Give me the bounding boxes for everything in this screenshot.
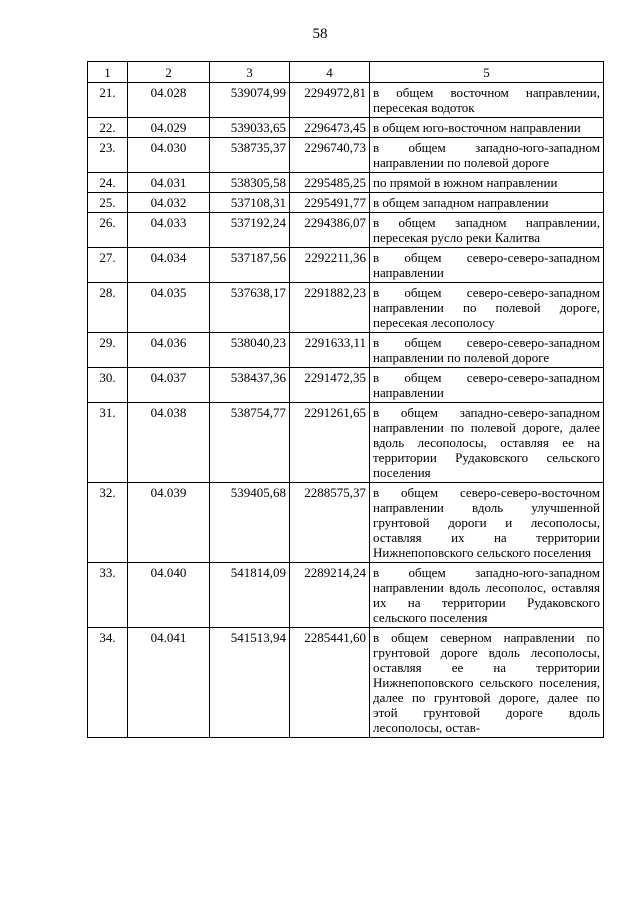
row-number-cell: 33.	[88, 563, 128, 628]
table-row	[88, 248, 604, 283]
row-number-cell: 28.	[88, 283, 128, 333]
point-code-cell: 04.034	[128, 248, 210, 283]
point-code-cell: 04.041	[128, 628, 210, 738]
table-row	[88, 403, 604, 483]
point-code-cell: 04.037	[128, 368, 210, 403]
description-cell: в общем западном направлении	[370, 193, 604, 213]
coordinate-y-cell: 2296740,73	[290, 138, 370, 173]
point-code-cell: 04.030	[128, 138, 210, 173]
coordinate-y-cell: 2294972,81	[290, 83, 370, 118]
row-number-cell: 34.	[88, 628, 128, 738]
coordinate-x-cell: 537192,24	[210, 213, 290, 248]
description-cell: в общем северо-северо-западном направлении	[370, 248, 604, 283]
coordinate-y-cell: 2291472,35	[290, 368, 370, 403]
coordinate-x-cell: 537638,17	[210, 283, 290, 333]
coordinate-y-cell: 2296473,45	[290, 118, 370, 138]
description-cell: в общем северо-северо-западном направлении по полевой дороге, пересекая лесополосу	[370, 283, 604, 333]
table-row	[88, 213, 604, 248]
coordinate-x-cell: 537108,31	[210, 193, 290, 213]
row-number-cell: 25.	[88, 193, 128, 213]
coordinate-y-cell: 2289214,24	[290, 563, 370, 628]
point-code-cell: 04.039	[128, 483, 210, 563]
table-row	[88, 83, 604, 118]
row-number-cell: 32.	[88, 483, 128, 563]
description-cell: в общем северном направлении по грунтовой дороге вдоль лесополосы, оставляя ее на территории Нижнепоповского сельского поселения, далее по грунтовой дороге, далее по этой грунтовой дороге вдоль лесополосы, остав-	[370, 628, 604, 738]
table-header-row	[88, 62, 604, 83]
table-row	[88, 628, 604, 738]
coordinate-x-cell: 541814,09	[210, 563, 290, 628]
boundary-table	[87, 61, 604, 738]
row-number-cell: 27.	[88, 248, 128, 283]
coordinate-x-cell: 539405,68	[210, 483, 290, 563]
row-number-cell: 26.	[88, 213, 128, 248]
row-number-cell: 21.	[88, 83, 128, 118]
point-code-cell: 04.038	[128, 403, 210, 483]
description-cell: в общем восточном направлении, пересекая водоток	[370, 83, 604, 118]
column-header-2: 2	[128, 62, 210, 83]
point-code-cell: 04.029	[128, 118, 210, 138]
coordinate-y-cell: 2295491,77	[290, 193, 370, 213]
point-code-cell: 04.032	[128, 193, 210, 213]
coordinate-y-cell: 2292211,36	[290, 248, 370, 283]
row-number-cell: 29.	[88, 333, 128, 368]
description-cell: по прямой в южном направлении	[370, 173, 604, 193]
description-cell: в общем юго-восточном направлении	[370, 118, 604, 138]
point-code-cell: 04.040	[128, 563, 210, 628]
table-row	[88, 333, 604, 368]
point-code-cell: 04.033	[128, 213, 210, 248]
table-row	[88, 118, 604, 138]
coordinate-x-cell: 539074,99	[210, 83, 290, 118]
coordinate-x-cell: 538305,58	[210, 173, 290, 193]
row-number-cell: 31.	[88, 403, 128, 483]
column-header-3: 3	[210, 62, 290, 83]
description-cell: в общем северо-северо-западном направлении по полевой дороге	[370, 333, 604, 368]
table-row	[88, 173, 604, 193]
description-cell: в общем западно-юго-западном направлении вдоль лесополос, оставляя их на территории Рудаковского сельского поселения	[370, 563, 604, 628]
row-number-cell: 24.	[88, 173, 128, 193]
row-number-cell: 23.	[88, 138, 128, 173]
coordinate-y-cell: 2291261,65	[290, 403, 370, 483]
coordinate-x-cell: 537187,56	[210, 248, 290, 283]
row-number-cell: 22.	[88, 118, 128, 138]
coordinate-y-cell: 2288575,37	[290, 483, 370, 563]
point-code-cell: 04.031	[128, 173, 210, 193]
coordinate-x-cell: 538754,77	[210, 403, 290, 483]
coordinate-x-cell: 538040,23	[210, 333, 290, 368]
column-header-4: 4	[290, 62, 370, 83]
table-row	[88, 138, 604, 173]
point-code-cell: 04.028	[128, 83, 210, 118]
table-row	[88, 483, 604, 563]
coordinate-x-cell: 541513,94	[210, 628, 290, 738]
description-cell: в общем западно-юго-западном направлении по полевой дороге	[370, 138, 604, 173]
coordinate-y-cell: 2294386,07	[290, 213, 370, 248]
row-number-cell: 30.	[88, 368, 128, 403]
coordinate-y-cell: 2291633,11	[290, 333, 370, 368]
coordinate-y-cell: 2291882,23	[290, 283, 370, 333]
coordinate-x-cell: 538437,36	[210, 368, 290, 403]
table-row	[88, 368, 604, 403]
column-header-5: 5	[370, 62, 604, 83]
page-number: 58	[312, 26, 328, 42]
table-row	[88, 563, 604, 628]
coordinate-y-cell: 2285441,60	[290, 628, 370, 738]
coordinate-y-cell: 2295485,25	[290, 173, 370, 193]
table-row	[88, 193, 604, 213]
description-cell: в общем северо-северо-западном направлении	[370, 368, 604, 403]
point-code-cell: 04.035	[128, 283, 210, 333]
coordinate-x-cell: 538735,37	[210, 138, 290, 173]
table-row	[88, 283, 604, 333]
description-cell: в общем западном направлении, пересекая русло реки Калитва	[370, 213, 604, 248]
column-header-1: 1	[88, 62, 128, 83]
coordinate-x-cell: 539033,65	[210, 118, 290, 138]
description-cell: в общем северо-северо-восточном направлении вдоль улучшенной грунтовой дороги и лесополосы, оставляя их на территории Нижнепоповского сельского поселения	[370, 483, 604, 563]
point-code-cell: 04.036	[128, 333, 210, 368]
description-cell: в общем западно-северо-западном направлении по полевой дороге, далее вдоль лесополосы, оставляя ее на территории Рудаковского сельского поселения	[370, 403, 604, 483]
